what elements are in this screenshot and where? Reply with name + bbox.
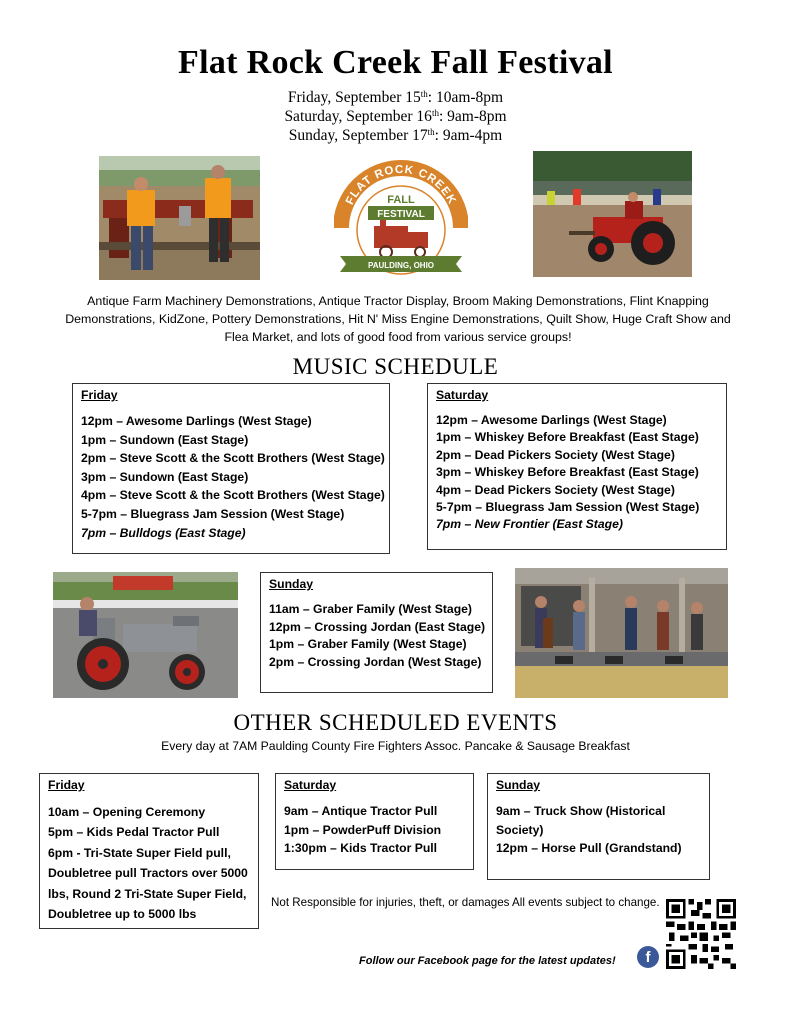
list-item: 1pm – Graber Family (West Stage) [269,637,467,652]
list-item: 12pm – Horse Pull (Grandstand) [496,841,682,855]
list-item: 12pm – Awesome Darlings (West Stage) [436,413,667,427]
activities-description: Antique Farm Machinery Demonstrations, Antique Tractor Display, Broom Making Demonstrations, Flint Knapping Demonstrations, KidZone, Pottery Demonstrations, Hit N' Miss Engine Demonstrations, Quilt Show, Huge Craft Show and Flea Market, and lots of good food from various service groups! [65,294,731,344]
music-sunday-box [260,572,493,693]
facebook-icon[interactable]: f [637,946,659,968]
page-title: Flat Rock Creek Fall Festival [178,44,613,81]
list-item: 3pm – Sundown (East Stage) [81,469,249,484]
events-friday-box [39,773,259,929]
festival-dates [0,88,791,145]
festival-logo [334,156,468,282]
breakfast-note: Every day at 7AM Paulding County Fire Fighters Assoc. Pancake & Sausage Breakfast [161,739,630,753]
band-stage-photo [515,568,728,698]
list-item: 9am – Truck Show (Historical Society) [496,804,666,837]
list-item: 1pm – PowderPuff Division [284,822,442,837]
logo-arc-text: FLAT ROCK CREEK [343,163,459,207]
list-item: 3pm – Whiskey Before Breakfast (East Stage) [436,465,699,480]
list-item: 7pm – New Frontier (East Stage) [436,517,623,532]
events-sunday-box [487,773,710,880]
date-line: Sunday, September 17th: 9am-4pm [288,127,503,144]
list-item: 5pm – Kids Pedal Tractor Pull [48,825,220,840]
logo-fall-text: FALL [387,194,415,206]
list-item: 4pm – Steve Scott & the Scott Brothers (West Stage) [81,488,385,503]
events-saturday-title: Saturday [284,778,337,792]
logo-location-text: PAULDING, OHIO [367,261,435,270]
list-item: 4pm – Dead Pickers Society (West Stage) [436,482,675,497]
tractor-pull-photo [533,151,692,277]
list-item: 1:30pm – Kids Tractor Pull [284,841,438,855]
music-saturday-title: Saturday [436,388,489,402]
list-item: 10am – Opening Ceremony [48,805,206,819]
list-item: 9am – Antique Tractor Pull [284,804,438,818]
sawmill-photo [99,156,260,280]
list-item: 6pm - Tri-State Super Field pull, Doubletree pull Tractors over 5000 lbs, Round 2 Tri-State Super Field, Doubletree up to 5000 lbs [48,845,248,922]
music-schedule-heading: MUSIC SCHEDULE [292,354,499,379]
disclaimer-text: Not Responsible for injuries, theft, or damages All events subject to change. [271,896,660,909]
music-sunday-title: Sunday [269,577,314,591]
date-line: Friday, September 15th: 10am-8pm [287,89,504,106]
events-sunday-title: Sunday [496,778,541,792]
events-saturday-box [275,773,474,870]
list-item: 12pm – Awesome Darlings (West Stage) [81,414,312,428]
music-friday-title: Friday [81,388,118,402]
list-item: 2pm – Dead Pickers Society (West Stage) [436,447,675,462]
date-line: Saturday, September 16th: 9am-8pm [284,108,507,125]
music-friday-box [72,383,390,554]
events-friday-title: Friday [48,778,85,792]
list-item: 2pm – Crossing Jordan (West Stage) [269,654,482,669]
other-events-heading: OTHER SCHEDULED EVENTS [233,710,558,735]
logo-festival-text: FESTIVAL [377,209,425,220]
qr-code-icon[interactable] [666,899,736,969]
list-item: 1pm – Sundown (East Stage) [81,432,249,447]
music-saturday-box [427,383,727,550]
list-item: 5-7pm – Bluegrass Jam Session (West Stage) [81,506,345,521]
facebook-follow-text[interactable]: Follow our Facebook page for the latest updates! [359,955,616,967]
list-item: 12pm – Crossing Jordan (East Stage) [269,619,486,634]
list-item: 1pm – Whiskey Before Breakfast (East Stage) [436,430,699,445]
list-item: 2pm – Steve Scott & the Scott Brothers (West Stage) [81,451,385,466]
list-item: 11am – Graber Family (West Stage) [269,602,472,616]
list-item: 7pm – Bulldogs (East Stage) [81,525,246,540]
antique-tractor-photo [53,572,238,698]
list-item: 5-7pm – Bluegrass Jam Session (West Stage) [436,500,700,515]
